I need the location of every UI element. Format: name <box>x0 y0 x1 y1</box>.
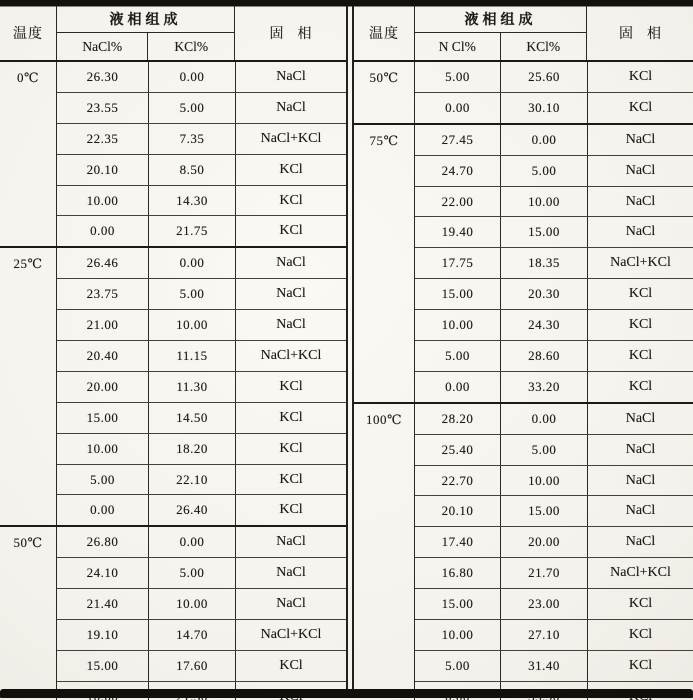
temperature-label: 100℃ <box>354 404 415 700</box>
kcl-value: 10.00 <box>500 187 587 217</box>
solubility-row <box>415 216 693 247</box>
nacl-value: 19.40 <box>441 224 474 240</box>
temperature-header: 温度 <box>354 6 415 60</box>
kcl-value: 20.30 <box>500 279 587 309</box>
solubility-row <box>57 371 346 402</box>
nacl-value: 5.00 <box>90 471 115 487</box>
nacl-value: 23.75 <box>86 286 119 302</box>
kcl-value: 7.35 <box>148 124 235 154</box>
solubility-row <box>57 588 346 619</box>
solid-phase-value: KCl <box>587 589 693 619</box>
kcl-value: 0.00 <box>148 248 235 278</box>
kcl-value: 11.30 <box>148 372 235 402</box>
kcl-value: 21.75 <box>148 216 235 246</box>
kcl-value: 23.00 <box>500 589 587 619</box>
section-rows <box>57 62 346 246</box>
temperature-label: 50℃ <box>0 527 57 700</box>
solubility-row <box>415 62 693 92</box>
kcl-value: 27.10 <box>500 620 587 650</box>
nacl-value: 22.35 <box>86 130 119 146</box>
nacl-value: 21.00 <box>86 317 119 333</box>
kcl-value: 21.70 <box>500 558 587 588</box>
solid-phase-value: NaCl <box>587 435 693 465</box>
nacl-value: 19.10 <box>86 626 119 642</box>
solubility-row <box>415 434 693 465</box>
solubility-row <box>57 340 346 371</box>
section-rows <box>57 248 346 525</box>
solid-phase-value: KCl <box>235 186 346 216</box>
kcl-value: 5.00 <box>148 279 235 309</box>
kcl-value: 0.00 <box>148 527 235 557</box>
nacl-value: 16.80 <box>441 565 474 581</box>
temperature-label: 50℃ <box>354 62 415 123</box>
nacl-value: 5.00 <box>445 657 470 673</box>
kcl-value: 33.20 <box>500 372 587 402</box>
solid-phase-value: NaCl <box>587 217 693 247</box>
solid-phase-value: NaCl+KCl <box>235 124 346 154</box>
solubility-row <box>57 433 346 464</box>
solubility-row <box>415 619 693 650</box>
nacl-value: 17.75 <box>441 255 474 271</box>
solubility-row <box>415 465 693 496</box>
solid-phase-value: NaCl+KCl <box>587 558 693 588</box>
liquid-phase-header-group <box>415 6 587 60</box>
kcl-value: 0.00 <box>148 62 235 92</box>
kcl-value: 18.35 <box>500 248 587 278</box>
nacl-percent-header: N Cl% <box>438 38 476 54</box>
solubility-row <box>57 185 346 216</box>
nacl-value: 0.00 <box>445 99 470 115</box>
nacl-value: 26.46 <box>86 255 119 271</box>
nacl-value: 20.40 <box>86 347 119 363</box>
solubility-row <box>415 247 693 278</box>
solubility-row <box>415 495 693 526</box>
solubility-row <box>415 557 693 588</box>
nacl-value: 0.00 <box>90 502 115 518</box>
solubility-row <box>415 155 693 186</box>
solid-phase-value: NaCl+KCl <box>235 341 346 371</box>
kcl-percent-header: KCl% <box>147 33 234 60</box>
kcl-value: 30.10 <box>500 93 587 123</box>
solubility-row <box>415 278 693 309</box>
kcl-value: 5.00 <box>148 93 235 123</box>
bottom-rule <box>0 689 693 698</box>
nacl-value: 15.00 <box>86 657 119 673</box>
solubility-row <box>57 619 346 650</box>
liquid-phase-header-group <box>57 6 235 60</box>
table-body <box>0 62 346 700</box>
temperature-section <box>0 525 346 700</box>
solubility-row <box>57 650 346 681</box>
solid-phase-value: KCl <box>587 372 693 402</box>
solid-phase-value: KCl <box>587 651 693 681</box>
solid-phase-value: NaCl <box>587 496 693 526</box>
kcl-value: 11.15 <box>148 341 235 371</box>
kcl-percent-header: KCl% <box>500 33 587 60</box>
solid-phase-value: NaCl <box>587 466 693 496</box>
kcl-value: 10.00 <box>148 589 235 619</box>
solubility-row <box>415 650 693 681</box>
nacl-value: 10.00 <box>86 440 119 456</box>
nacl-value: 24.10 <box>86 565 119 581</box>
solubility-row <box>57 278 346 309</box>
kcl-value: 5.00 <box>148 558 235 588</box>
solid-phase-value: KCl <box>235 651 346 681</box>
nacl-value: 26.30 <box>86 68 119 84</box>
solid-phase-value: NaCl <box>235 248 346 278</box>
solid-phase-value: NaCl <box>235 310 346 340</box>
solubility-row <box>57 557 346 588</box>
nacl-value: 5.00 <box>445 347 470 363</box>
kcl-value: 31.40 <box>500 651 587 681</box>
solubility-row <box>57 402 346 433</box>
kcl-value: 8.50 <box>148 155 235 185</box>
nacl-value: 10.00 <box>441 317 474 333</box>
solid-phase-value: NaCl <box>235 93 346 123</box>
solid-phase-value: KCl <box>235 403 346 433</box>
liquid-phase-subheaders <box>415 33 586 60</box>
solid-phase-value: NaCl <box>587 187 693 217</box>
solid-phase-value: KCl <box>235 465 346 495</box>
solubility-row <box>57 494 346 525</box>
solid-phase-value: NaCl <box>235 279 346 309</box>
kcl-value: 17.60 <box>148 651 235 681</box>
solubility-row <box>57 309 346 340</box>
solid-phase-header: 固 相 <box>619 27 661 42</box>
kcl-value: 0.00 <box>500 125 587 155</box>
nacl-value: 5.00 <box>445 68 470 84</box>
kcl-value: 18.20 <box>148 434 235 464</box>
temperature-header: 温度 <box>0 6 57 60</box>
nacl-value: 10.00 <box>441 626 474 642</box>
solubility-row <box>57 215 346 246</box>
solid-phase-value: KCl <box>235 434 346 464</box>
solid-phase-value: NaCl <box>587 404 693 434</box>
section-rows <box>57 527 346 700</box>
temperature-section <box>354 123 693 402</box>
kcl-value: 0.00 <box>500 404 587 434</box>
solid-phase-value: NaCl <box>587 527 693 557</box>
table-header <box>0 6 346 62</box>
nacl-value: 0.00 <box>445 378 470 394</box>
kcl-value: 15.00 <box>500 217 587 247</box>
nacl-value: 15.00 <box>86 409 119 425</box>
nacl-value: 20.10 <box>441 503 474 519</box>
temperature-label: 25℃ <box>0 248 57 525</box>
nacl-value: 23.55 <box>86 99 119 115</box>
solid-phase-value: NaCl <box>235 62 346 92</box>
section-rows <box>415 125 693 402</box>
temperature-section <box>0 246 346 525</box>
nacl-value: 22.70 <box>441 472 474 488</box>
tables-container <box>0 6 693 694</box>
solubility-row <box>415 92 693 123</box>
nacl-value: 24.70 <box>441 162 474 178</box>
kcl-value: 5.00 <box>500 156 587 186</box>
kcl-value: 26.40 <box>148 495 235 525</box>
solubility-table-left <box>0 6 348 694</box>
nacl-value: 26.80 <box>86 534 119 550</box>
solid-phase-value: KCl <box>235 372 346 402</box>
nacl-value: 21.40 <box>86 596 119 612</box>
kcl-value: 5.00 <box>500 435 587 465</box>
nacl-value: 28.20 <box>441 410 474 426</box>
solid-phase-value: NaCl <box>235 589 346 619</box>
temperature-section <box>354 402 693 700</box>
table-header <box>354 6 693 62</box>
liquid-phase-subheaders <box>57 33 234 60</box>
kcl-value: 14.70 <box>148 620 235 650</box>
nacl-value: 10.00 <box>86 192 119 208</box>
solid-phase-value: KCl <box>587 341 693 371</box>
solubility-row <box>57 62 346 92</box>
kcl-value: 25.60 <box>500 62 587 92</box>
kcl-value: 22.10 <box>148 465 235 495</box>
solubility-row <box>415 588 693 619</box>
liquid-phase-composition-header: 液相组成 <box>415 6 586 33</box>
solid-phase-value: KCl <box>587 93 693 123</box>
temperature-section <box>354 62 693 123</box>
solubility-row <box>57 248 346 278</box>
nacl-value: 22.00 <box>441 193 474 209</box>
nacl-value: 20.00 <box>86 378 119 394</box>
solubility-row <box>415 371 693 402</box>
solubility-table-right <box>352 6 693 694</box>
solid-phase-value: NaCl <box>587 156 693 186</box>
solid-phase-value: NaCl <box>235 527 346 557</box>
nacl-value: 27.45 <box>441 131 474 147</box>
kcl-value: 28.60 <box>500 341 587 371</box>
solid-phase-value: NaCl+KCl <box>587 248 693 278</box>
temperature-label: 75℃ <box>354 125 415 402</box>
solid-phase-value: KCl <box>587 62 693 92</box>
temperature-section <box>0 62 346 246</box>
kcl-value: 15.00 <box>500 496 587 526</box>
solid-phase-value: NaCl <box>587 125 693 155</box>
solid-phase-value: KCl <box>587 620 693 650</box>
section-rows <box>415 404 693 700</box>
solubility-row <box>57 527 346 557</box>
solubility-row <box>57 123 346 154</box>
nacl-value: 17.40 <box>441 534 474 550</box>
nacl-value: 15.00 <box>441 286 474 302</box>
solubility-row <box>415 526 693 557</box>
kcl-value: 14.50 <box>148 403 235 433</box>
nacl-value: 0.00 <box>90 223 115 239</box>
solid-phase-header: 固 相 <box>269 27 312 42</box>
solid-phase-value: KCl <box>587 310 693 340</box>
section-rows <box>415 62 693 123</box>
solubility-row <box>415 125 693 155</box>
solubility-row <box>57 154 346 185</box>
solid-phase-value: NaCl <box>235 558 346 588</box>
solubility-row <box>415 404 693 434</box>
kcl-value: 10.00 <box>500 466 587 496</box>
solubility-row <box>415 186 693 217</box>
nacl-value: 15.00 <box>441 596 474 612</box>
kcl-value: 10.00 <box>148 310 235 340</box>
kcl-value: 24.30 <box>500 310 587 340</box>
table-body <box>354 62 693 700</box>
nacl-value: 25.40 <box>441 441 474 457</box>
solid-phase-value: KCl <box>235 495 346 525</box>
solid-phase-value: NaCl+KCl <box>235 620 346 650</box>
solid-phase-value: KCl <box>235 155 346 185</box>
solid-phase-value: KCl <box>587 279 693 309</box>
temperature-label: 0℃ <box>0 62 57 246</box>
solubility-row <box>57 464 346 495</box>
solubility-row <box>415 340 693 371</box>
liquid-phase-composition-header: 液相组成 <box>57 6 234 33</box>
kcl-value: 20.00 <box>500 527 587 557</box>
nacl-percent-header: NaCl% <box>82 38 123 54</box>
solubility-row <box>415 309 693 340</box>
kcl-value: 14.30 <box>148 186 235 216</box>
nacl-value: 20.10 <box>86 161 119 177</box>
solid-phase-value: KCl <box>235 216 346 246</box>
solubility-row <box>57 92 346 123</box>
